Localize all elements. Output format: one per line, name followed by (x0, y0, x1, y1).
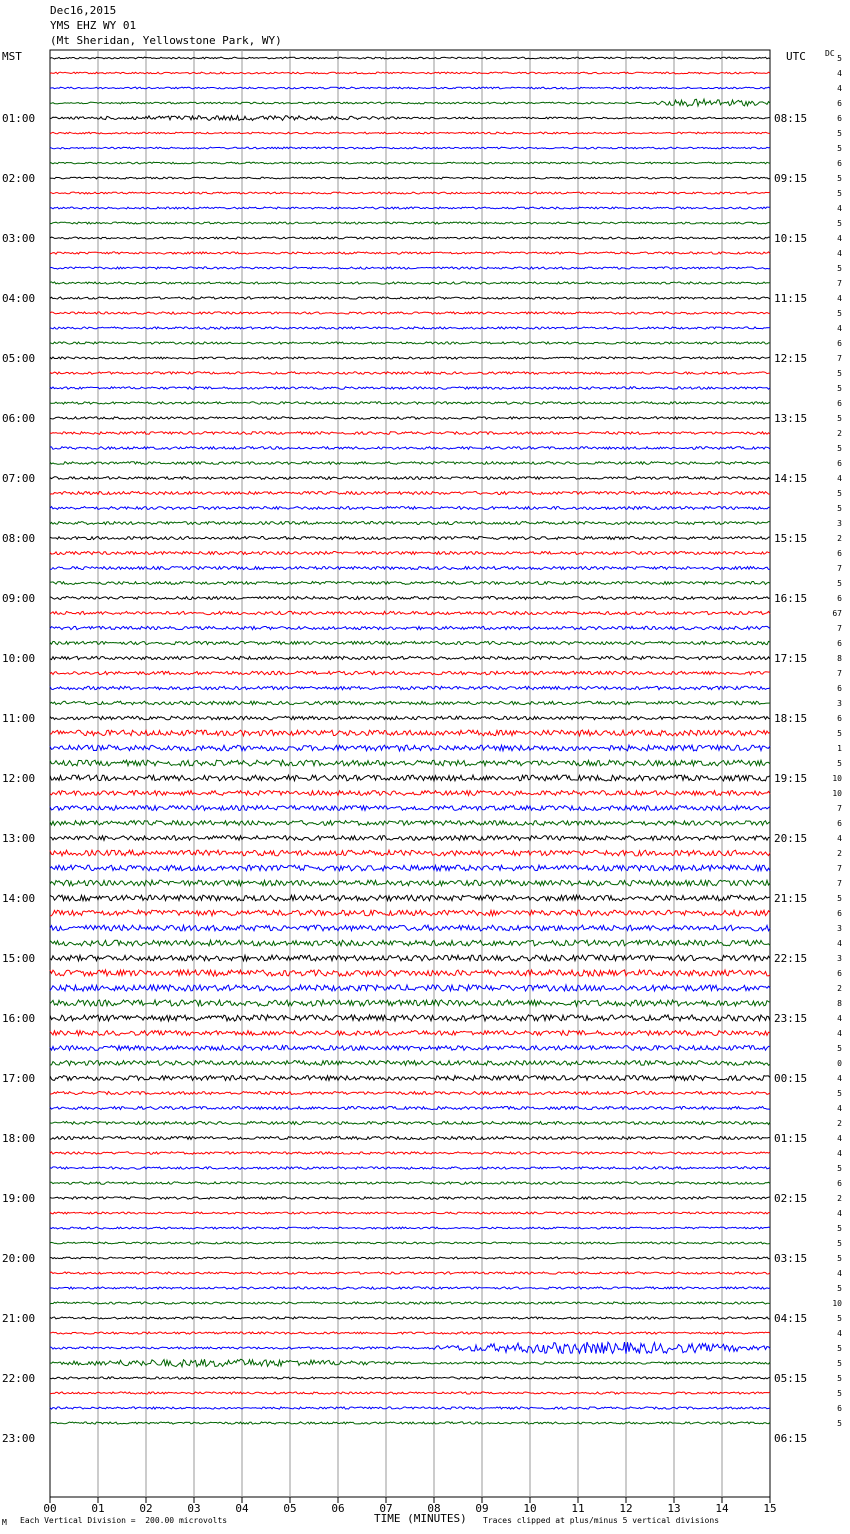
dc-offset-value: 4 (837, 84, 842, 93)
mst-hour-label: 06:00 (2, 412, 36, 425)
x-tick-label: 08 (427, 1502, 441, 1515)
dc-offset-value: 6 (837, 969, 842, 978)
utc-hour-label: 21:15 (774, 892, 808, 905)
seismic-trace (50, 477, 770, 480)
utc-hour-label: 13:15 (774, 412, 808, 425)
dc-offset-value: 5 (837, 1374, 842, 1383)
dc-offset-value: 4 (837, 1014, 842, 1023)
x-tick-label: 11 (571, 1502, 585, 1515)
dc-offset-value: 5 (837, 1224, 842, 1233)
dc-offset-value: 7 (837, 354, 842, 363)
seismic-trace (50, 656, 770, 659)
dc-offset-value: 4 (837, 1269, 842, 1278)
utc-hour-label: 11:15 (774, 292, 808, 305)
dc-offset-value: 4 (837, 1149, 842, 1158)
utc-hour-label: 08:15 (774, 112, 808, 125)
utc-hour-label: 18:15 (774, 712, 808, 725)
seismic-trace (50, 1257, 770, 1259)
x-tick-label: 13 (667, 1502, 681, 1515)
mst-hour-label: 18:00 (2, 1132, 36, 1145)
seismic-trace (50, 252, 770, 254)
utc-hour-label: 14:15 (774, 472, 808, 485)
seismic-trace (50, 955, 770, 961)
dc-offset-value: 5 (837, 1344, 842, 1353)
dc-offset-value: 5 (837, 504, 842, 513)
x-tick-label: 01 (91, 1502, 105, 1515)
dc-offset-value: 3 (837, 519, 842, 528)
dc-offset-value: 5 (837, 54, 842, 63)
dc-offset-value: 4 (837, 939, 842, 948)
seismic-trace (50, 641, 770, 644)
dc-offset-value: 8 (837, 999, 842, 1008)
seismic-trace (50, 1317, 770, 1319)
dc-offset-value: 4 (837, 249, 842, 258)
x-tick-label: 07 (379, 1502, 393, 1515)
x-tick-label: 09 (475, 1502, 489, 1515)
x-tick-label: 10 (523, 1502, 537, 1515)
utc-hour-label: 00:15 (774, 1072, 808, 1085)
dc-offset-value: 4 (837, 234, 842, 243)
seismic-trace (50, 1272, 770, 1274)
mst-hour-label: 19:00 (2, 1192, 36, 1205)
utc-hour-label: 20:15 (774, 832, 808, 845)
dc-offset-value: 2 (837, 534, 842, 543)
seismic-trace (50, 1227, 770, 1229)
dc-offset-value: 7 (837, 879, 842, 888)
mst-hour-label: 12:00 (2, 772, 36, 785)
dc-offset-value: 4 (837, 324, 842, 333)
seismic-trace (50, 116, 770, 121)
dc-offset-value: 5 (837, 1089, 842, 1098)
seismic-trace (50, 1359, 770, 1366)
dc-offset-value: 5 (837, 144, 842, 153)
mst-hour-label: 04:00 (2, 292, 36, 305)
dc-offset-value: 7 (837, 864, 842, 873)
mst-hour-label: 20:00 (2, 1252, 36, 1265)
utc-hour-label: 04:15 (774, 1312, 808, 1325)
dc-offset-value: 6 (837, 399, 842, 408)
seismic-trace (50, 1031, 770, 1036)
dc-offset-value: 4 (837, 1329, 842, 1338)
dc-offset-value: 6 (837, 99, 842, 108)
dc-offset-value: 5 (837, 759, 842, 768)
dc-offset-value: 6 (837, 549, 842, 558)
dc-offset-value: 5 (837, 1164, 842, 1173)
dc-offset-value: 2 (837, 1119, 842, 1128)
seismic-trace (50, 1407, 770, 1409)
seismic-trace (50, 910, 770, 916)
dc-offset-value: 6 (837, 639, 842, 648)
x-tick-label: 02 (139, 1502, 153, 1515)
dc-offset-value: 5 (837, 1239, 842, 1248)
dc-offset-value: 6 (837, 684, 842, 693)
seismic-trace (50, 507, 770, 510)
dc-offset-value: 5 (837, 189, 842, 198)
mst-hour-label: 07:00 (2, 472, 36, 485)
seismic-trace (50, 1342, 770, 1354)
seismic-trace (50, 1076, 770, 1081)
seismic-trace (50, 775, 770, 781)
mst-hour-label: 21:00 (2, 1312, 36, 1325)
utc-hour-label: 19:15 (774, 772, 808, 785)
dc-offset-value: 6 (837, 159, 842, 168)
dc-offset-value: 4 (837, 294, 842, 303)
dc-offset-value: 1 (837, 744, 842, 753)
utc-hour-label: 05:15 (774, 1372, 808, 1385)
dc-offset-value: 5 (837, 579, 842, 588)
dc-offset-value: 5 (837, 1044, 842, 1053)
seismic-trace (50, 72, 770, 74)
dc-offset-value: 5 (837, 174, 842, 183)
seismic-trace (50, 1242, 770, 1244)
seismic-trace (50, 1302, 770, 1304)
seismic-trace (50, 267, 770, 269)
dc-offset-value: 10 (832, 1299, 842, 1308)
seismic-trace (50, 925, 770, 931)
utc-hour-label: 15:15 (774, 532, 808, 545)
dc-offset-value: 67 (832, 609, 842, 618)
seismic-trace (50, 745, 770, 751)
dc-offset-value: 4 (837, 69, 842, 78)
dc-offset-value: 4 (837, 1074, 842, 1083)
clip-note: Traces clipped at plus/minus 5 vertical divisions (483, 1516, 720, 1525)
dc-offset-value: 0 (837, 1059, 842, 1068)
dc-offset-value: 6 (837, 714, 842, 723)
seismic-trace (50, 1137, 770, 1140)
seismic-trace (50, 730, 770, 736)
mst-hour-label: 22:00 (2, 1372, 36, 1385)
seismic-trace (50, 177, 770, 179)
seismic-trace (50, 192, 770, 194)
mst-hour-label: 13:00 (2, 832, 36, 845)
dc-offset-value: 5 (837, 1314, 842, 1323)
seismic-trace (50, 582, 770, 585)
dc-offset-value: 5 (837, 129, 842, 138)
dc-offset-value: 7 (837, 564, 842, 573)
x-tick-label: 12 (619, 1502, 633, 1515)
mst-hour-label: 14:00 (2, 892, 36, 905)
dc-offset-value: 4 (837, 1209, 842, 1218)
utc-hour-label: 16:15 (774, 592, 808, 605)
seismic-trace (50, 1197, 770, 1199)
seismic-trace (50, 836, 770, 841)
seismic-trace (50, 1092, 770, 1095)
seismic-trace (50, 447, 770, 450)
mst-hour-label: 09:00 (2, 592, 36, 605)
seismic-trace (50, 1287, 770, 1289)
seismic-trace (50, 1422, 770, 1424)
x-tick-label: 05 (283, 1502, 297, 1515)
utc-hour-label: 06:15 (774, 1432, 808, 1445)
dc-offset-value: 4 (837, 474, 842, 483)
seismic-trace (50, 357, 770, 359)
seismic-trace (50, 760, 770, 766)
seismic-trace (50, 850, 770, 856)
seismic-trace (50, 895, 770, 901)
seismic-trace (50, 552, 770, 555)
seismic-trace (50, 701, 770, 705)
station-location: (Mt Sheridan, Yellowstone Park, WY) (50, 34, 282, 47)
seismic-trace (50, 462, 770, 465)
utc-hour-label: 23:15 (774, 1012, 808, 1025)
utc-hour-label: 22:15 (774, 952, 808, 965)
dc-offset-value: 2 (837, 429, 842, 438)
dc-offset-value: 6 (837, 594, 842, 603)
dc-offset-value: 4 (837, 204, 842, 213)
seismic-trace (50, 985, 770, 991)
dc-offset-value: 5 (837, 264, 842, 273)
dc-offset-value: 5 (837, 309, 842, 318)
x-tick-label: 03 (187, 1502, 201, 1515)
seismic-trace (50, 597, 770, 600)
seismic-trace (50, 342, 770, 344)
mst-hour-label: 10:00 (2, 652, 36, 665)
mst-hour-label: 23:00 (2, 1432, 36, 1445)
dc-offset-value: 6 (837, 1179, 842, 1188)
dc-offset-value: 6 (837, 339, 842, 348)
dc-offset-value: 6 (837, 459, 842, 468)
utc-hour-label: 17:15 (774, 652, 808, 665)
mst-hour-label: 02:00 (2, 172, 36, 185)
dc-offset-value: 6 (837, 114, 842, 123)
dc-offset-value: 5 (837, 729, 842, 738)
seismic-trace (50, 1107, 770, 1110)
seismic-trace (50, 207, 770, 209)
x-tick-label: 14 (715, 1502, 729, 1515)
dc-offset-value: 4 (837, 1134, 842, 1143)
seismic-trace (50, 1015, 770, 1021)
seismic-trace (50, 567, 770, 570)
seismic-trace (50, 417, 770, 419)
seismic-trace (50, 1061, 770, 1066)
dc-offset-value: 3 (837, 699, 842, 708)
seismic-trace (50, 791, 770, 796)
plot-date: Dec16,2015 (50, 4, 117, 17)
utc-hour-label: 01:15 (774, 1132, 808, 1145)
dc-offset-value: 5 (837, 444, 842, 453)
mst-hour-label: 16:00 (2, 1012, 36, 1025)
dc-offset-value: 5 (837, 414, 842, 423)
dc-offset-value: 5 (837, 1284, 842, 1293)
dc-header: DC (825, 49, 835, 58)
seismic-trace (50, 940, 770, 946)
seismic-trace (50, 132, 770, 134)
dc-offset-value: 3 (837, 954, 842, 963)
dc-offset-value: 7 (837, 669, 842, 678)
seismic-trace (50, 87, 770, 89)
seismic-trace (50, 1377, 770, 1379)
seismic-trace (50, 1212, 770, 1214)
mst-hour-label: 05:00 (2, 352, 36, 365)
seismic-trace (50, 1046, 770, 1051)
seismic-trace (50, 57, 770, 59)
seismic-trace (50, 821, 770, 826)
dc-offset-value: 5 (837, 489, 842, 498)
seismic-trace (50, 970, 770, 976)
dc-offset-value: 2 (837, 849, 842, 858)
dc-offset-value: 5 (837, 369, 842, 378)
dc-offset-value: 5 (837, 894, 842, 903)
scale-note: Each Vertical Division = 200.00 microvolts (20, 1516, 228, 1525)
mst-hour-label: 01:00 (2, 112, 36, 125)
seismic-trace (50, 372, 770, 374)
x-tick-label: 00 (43, 1502, 57, 1515)
seismic-trace (50, 222, 770, 224)
x-axis-title: TIME (MINUTES) (374, 1512, 467, 1525)
mst-hour-label: 08:00 (2, 532, 36, 545)
utc-hour-label: 02:15 (774, 1192, 808, 1205)
dc-offset-value: 6 (837, 1404, 842, 1413)
x-tick-label: 15 (763, 1502, 777, 1515)
seismic-trace (50, 806, 770, 811)
utc-hour-label: 10:15 (774, 232, 808, 245)
mst-hour-label: 03:00 (2, 232, 36, 245)
seismic-trace (50, 492, 770, 495)
dc-offset-value: 6 (837, 819, 842, 828)
mst-hour-label: 11:00 (2, 712, 36, 725)
dc-offset-value: 4 (837, 1104, 842, 1113)
mst-hour-label: 17:00 (2, 1072, 36, 1085)
seismic-trace (50, 671, 770, 675)
seismic-trace (50, 716, 770, 720)
dc-offset-value: 6 (837, 909, 842, 918)
seismic-trace (50, 432, 770, 435)
dc-offset-value: 10 (832, 789, 842, 798)
dc-offset-value: 5 (837, 219, 842, 228)
dc-offset-value: 4 (837, 1029, 842, 1038)
corner-mark: M (2, 1518, 7, 1527)
seismic-trace (50, 626, 770, 629)
right-timezone: UTC (786, 50, 806, 63)
dc-offset-value: 2 (837, 1194, 842, 1203)
dc-offset-value: 5 (837, 384, 842, 393)
seismic-trace (50, 865, 770, 871)
dc-offset-value: 10 (832, 774, 842, 783)
dc-offset-value: 7 (837, 624, 842, 633)
seismic-trace (50, 1152, 770, 1154)
seismic-trace (50, 880, 770, 886)
seismic-trace (50, 312, 770, 314)
dc-offset-value: 7 (837, 279, 842, 288)
dc-offset-value: 5 (837, 1389, 842, 1398)
seismic-trace (50, 402, 770, 404)
dc-offset-value: 7 (837, 804, 842, 813)
dc-offset-value: 5 (837, 1419, 842, 1428)
seismic-trace (50, 537, 770, 540)
dc-offset-value: 5 (837, 1254, 842, 1263)
seismic-trace (50, 387, 770, 389)
dc-offset-value: 2 (837, 984, 842, 993)
seismic-trace (50, 237, 770, 239)
seismic-trace (50, 147, 770, 149)
seismic-trace (50, 1122, 770, 1125)
left-timezone: MST (2, 50, 22, 63)
utc-hour-label: 09:15 (774, 172, 808, 185)
seismic-trace (50, 1167, 770, 1169)
seismic-trace (50, 522, 770, 525)
seismic-trace (50, 1392, 770, 1394)
x-tick-label: 06 (331, 1502, 345, 1515)
dc-offset-value: 8 (837, 654, 842, 663)
seismic-trace (50, 1182, 770, 1184)
seismic-trace (50, 99, 770, 106)
dc-offset-value: 4 (837, 834, 842, 843)
seismic-trace (50, 327, 770, 329)
seismic-trace (50, 282, 770, 284)
seismic-trace (50, 297, 770, 299)
seismic-trace (50, 611, 770, 614)
seismic-trace (50, 1332, 770, 1334)
seismic-trace (50, 686, 770, 690)
utc-hour-label: 03:15 (774, 1252, 808, 1265)
x-tick-label: 04 (235, 1502, 249, 1515)
dc-offset-value: 3 (837, 924, 842, 933)
station-name: YMS EHZ WY 01 (50, 19, 137, 32)
seismic-trace (50, 1000, 770, 1006)
utc-hour-label: 12:15 (774, 352, 808, 365)
dc-offset-value: 5 (837, 1359, 842, 1368)
mst-hour-label: 15:00 (2, 952, 36, 965)
seismic-trace (50, 162, 770, 164)
